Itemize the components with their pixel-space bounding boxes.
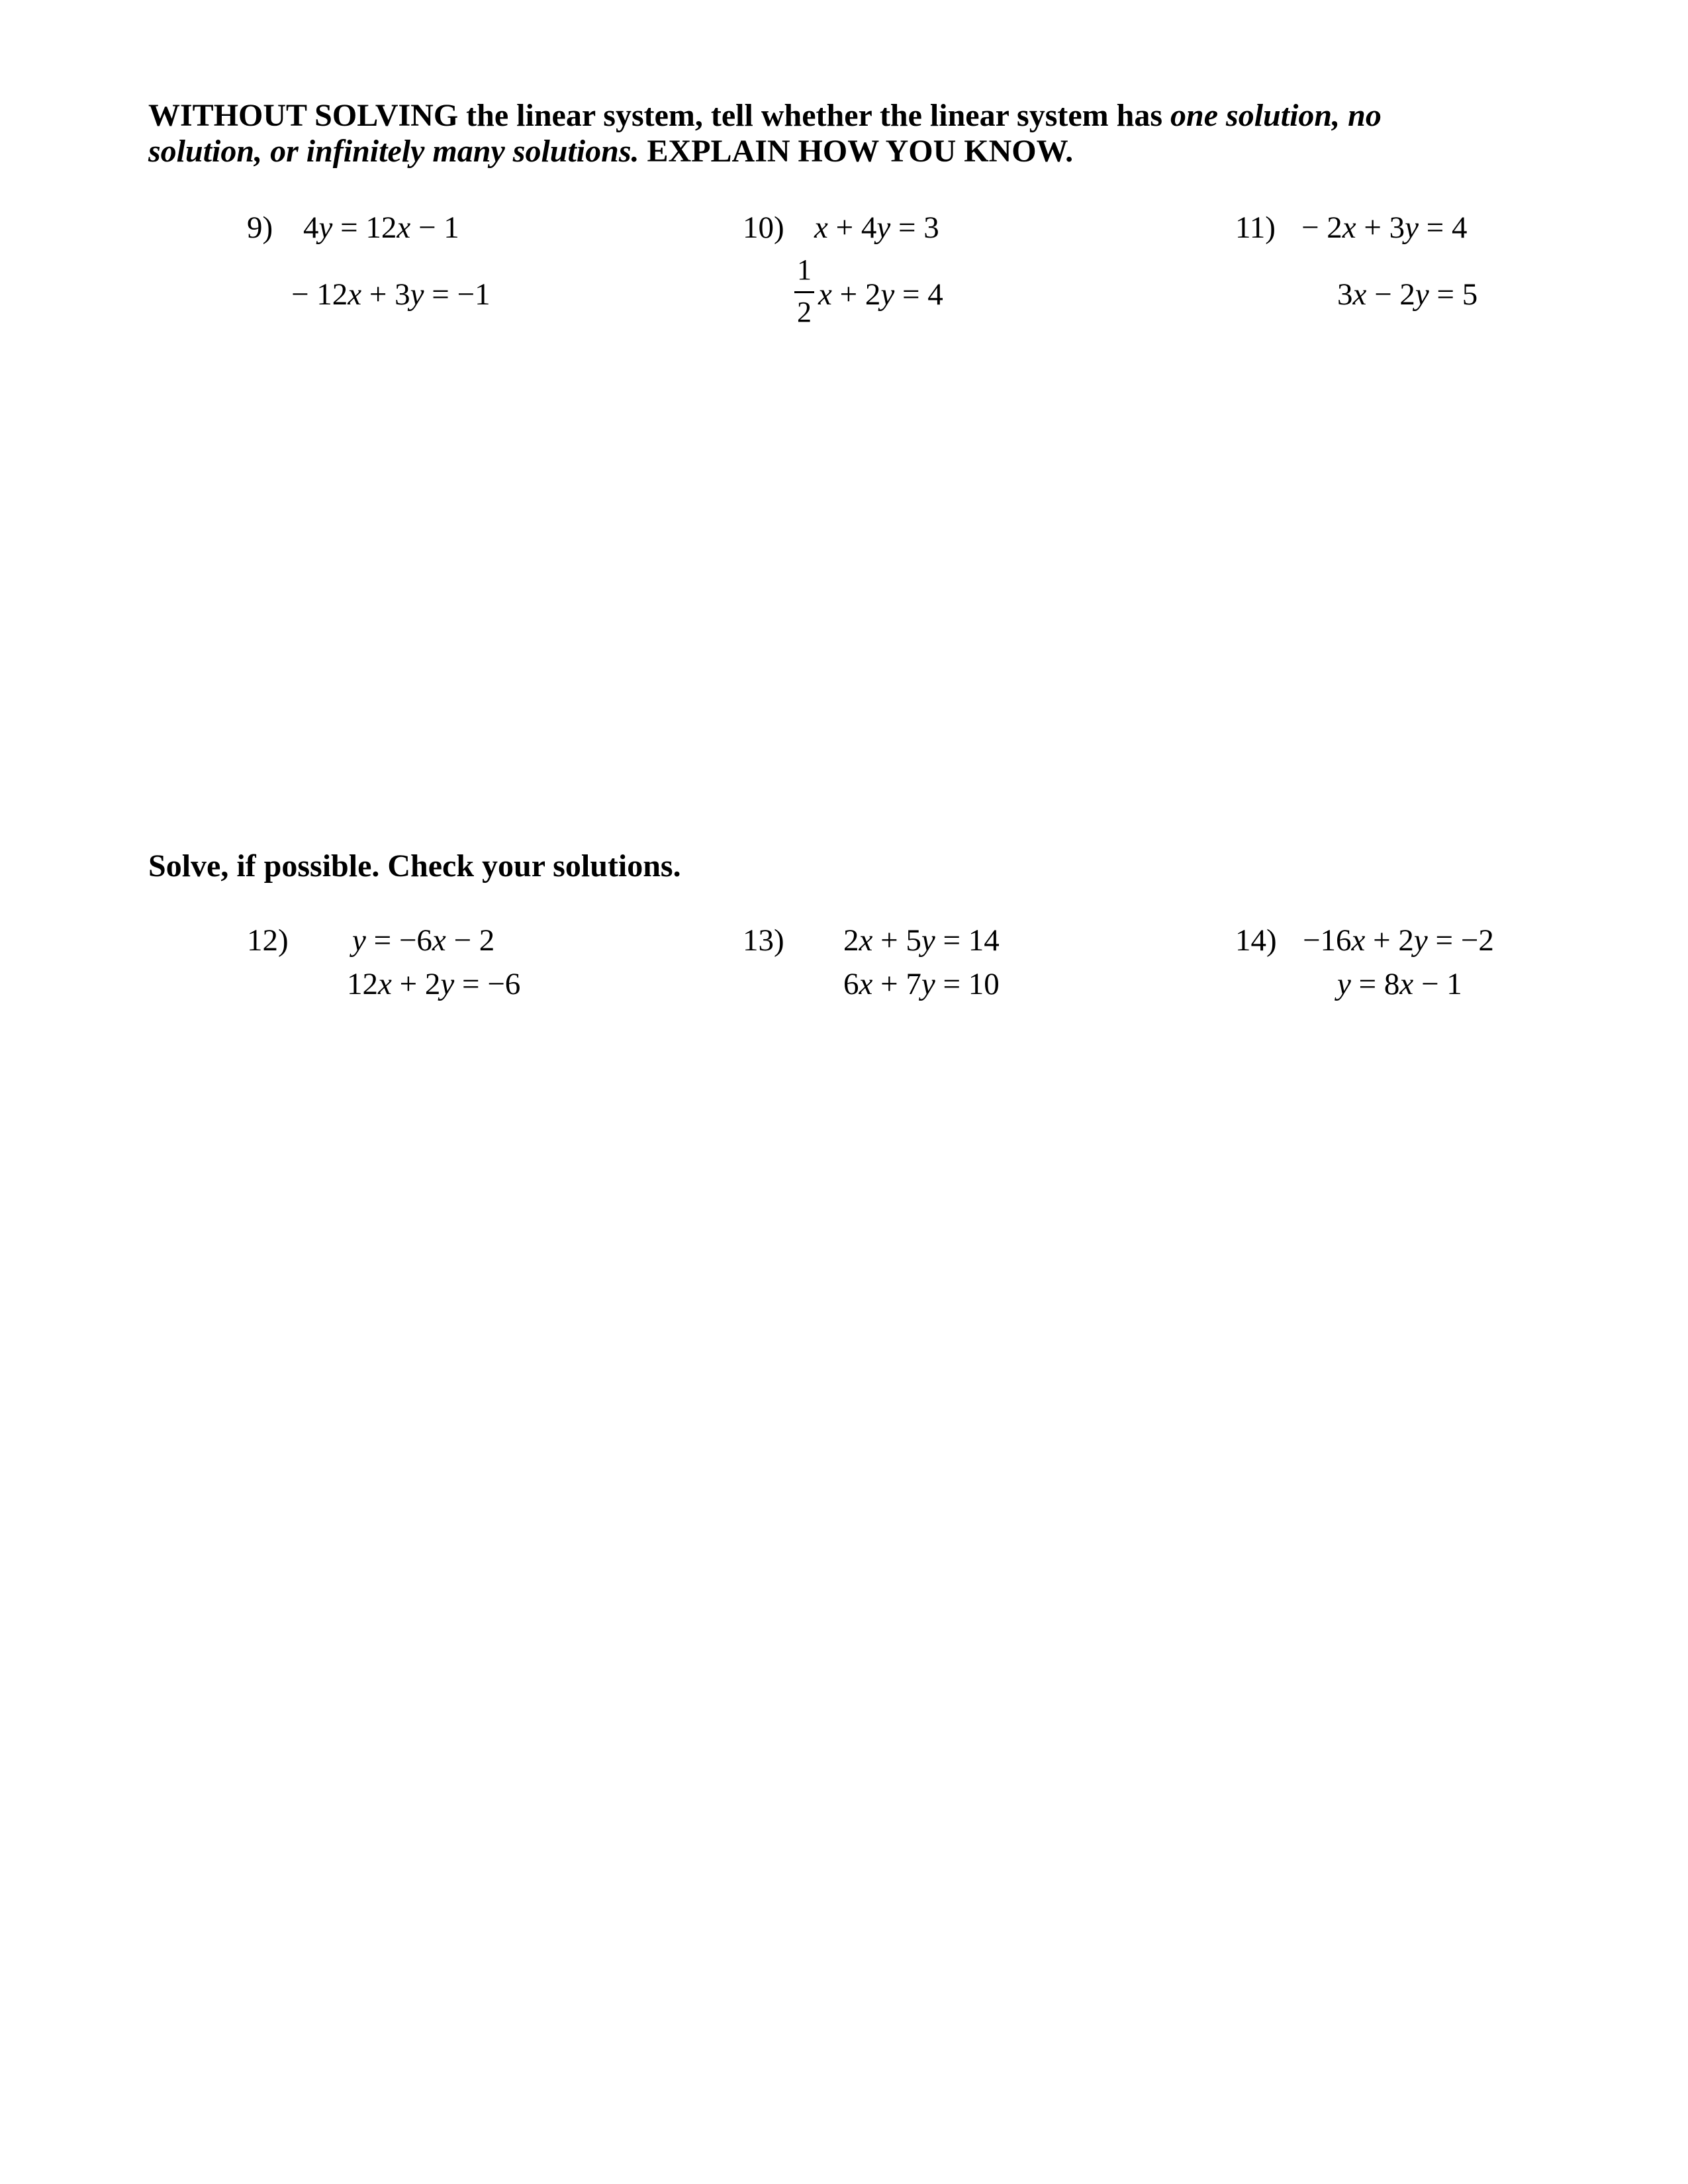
problem-9-equation-2: − 12x + 3y = −1 [291,277,491,312]
problem-13-equation-1: 2x + 5y = 14 [843,923,1000,958]
instructions-line-1 [148,98,1382,134]
problem-12-number: 12) [247,923,289,958]
problem-11-equation-2: 3x − 2y = 5 [1337,277,1478,312]
problem-13-number: 13) [743,923,784,958]
problem-10-equation-2: x + 2y = 4 [818,277,943,312]
problem-10-fraction-denominator: 2 [797,296,812,328]
problem-11-number: 11) [1235,210,1276,245]
problem-12-equation-2: 12x + 2y = −6 [347,967,521,1001]
instructions-italic-2: solution, or infinitely many solutions. [148,134,639,169]
instructions-line-2 [148,134,1073,169]
problem-10-fraction-numerator: 1 [797,253,812,286]
problem-14-equation-1: −16x + 2y = −2 [1303,923,1494,958]
problem-10-number: 10) [743,210,784,245]
problem-11-equation-1: − 2x + 3y = 4 [1301,210,1468,245]
section-2-heading: Solve, if possible. Check your solutions. [148,848,681,884]
instructions-bold-1: WITHOUT SOLVING the linear system, tell whether the linear system has [148,98,1171,133]
instructions-bold-2: EXPLAIN HOW YOU KNOW. [639,134,1074,169]
problem-10-equation-1: x + 4y = 3 [814,210,939,245]
problem-14-equation-2: y = 8x − 1 [1337,967,1462,1001]
problem-10-fraction-bar [794,291,814,293]
problem-13-equation-2: 6x + 7y = 10 [843,967,1000,1001]
problem-12-equation-1: y = −6x − 2 [352,923,495,958]
instructions-italic-1: one solution, no [1170,98,1382,133]
problem-14-number: 14) [1235,923,1277,958]
problem-9-number: 9) [247,210,273,245]
problem-9-equation-1: 4y = 12x − 1 [303,210,459,245]
